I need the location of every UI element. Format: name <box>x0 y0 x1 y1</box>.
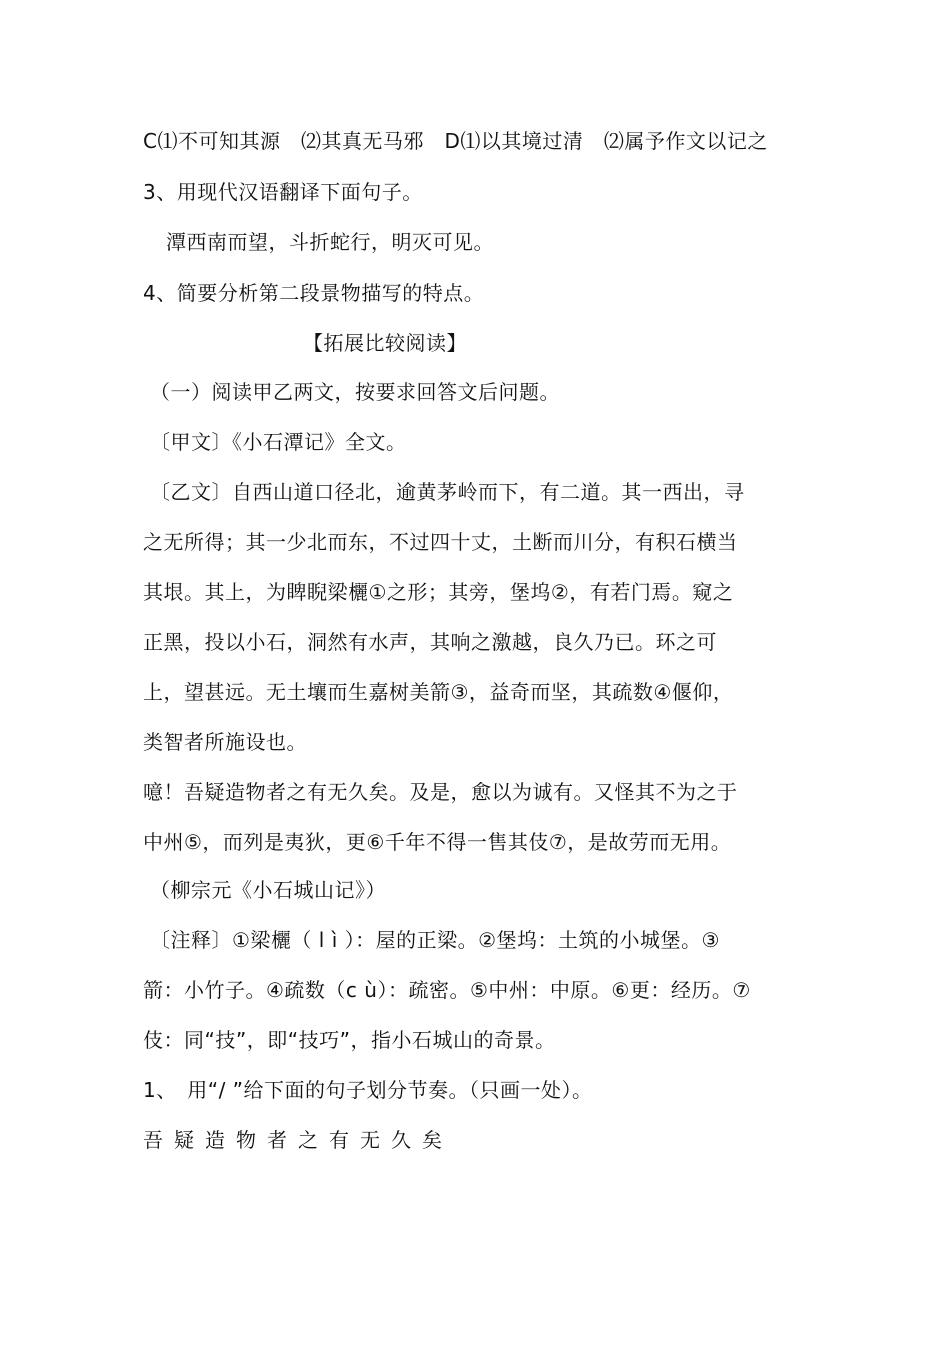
annotation-line: 〔注释〕①梁欐（ l ì ）：屋的正梁。②堡坞：土筑的小城堡。③ <box>150 928 720 952</box>
text-b-line: 〔乙文〕自西山道口径北，逾黄茅岭而下，有二道。其一西出，寻 <box>150 480 745 504</box>
answer-options-c-d: C⑴不可知其源 ⑵其真无马邪 D⑴以其境过清 ⑵属予作文以记之 <box>143 129 768 153</box>
annotation-line: 箭：小竹子。④疏数（c ù）：疏密。⑤中州：中原。⑥更：经历。⑦ <box>143 978 751 1002</box>
text-b-line: 上，望甚远。无土壤而生嘉树美箭③，益奇而坚，其疏数④偃仰， <box>143 680 734 704</box>
text-a-label: 〔甲文〕《小石潭记》全文。 <box>150 430 407 454</box>
rhythm-sentence: 吾疑造物者之有无久矣 <box>143 1128 453 1152</box>
question-4: 4、简要分析第二段景物描写的特点。 <box>143 281 485 305</box>
text-b-line: 中州⑤，而列是夷狄，更⑥千年不得一售其伎⑦，是故劳而无用。 <box>143 830 732 854</box>
annotation-line: 伎：同“技”，即“技巧”，指小石城山的奇景。 <box>143 1028 556 1052</box>
section-heading: 【拓展比较阅读】 <box>303 331 467 355</box>
question-3-sentence: 潭西南而望，斗折蛇行，明灭可见。 <box>166 230 494 254</box>
text-b-line: 之无所得；其一少北而东，不过四十丈，土断而川分，有积石横当 <box>143 530 738 554</box>
text-b-line: 类智者所施设也。 <box>143 730 307 754</box>
question-1: 1、 用“/ ”给下面的句子划分节奏。（只画一处）。 <box>143 1078 593 1102</box>
question-3: 3、用现代汉语翻译下面句子。 <box>143 180 423 204</box>
reading-instruction: （一）阅读甲乙两文，按要求回答文后问题。 <box>150 380 560 404</box>
text-b-line: 正黑，投以小石，洞然有水声，其响之激越，良久乃已。环之可 <box>143 630 717 654</box>
text-b-line: 噫！吾疑造物者之有无久矣。及是，愈以为诚有。又怪其不为之于 <box>143 780 738 804</box>
text-b-line: 其垠。其上，为睥睨梁欐①之形；其旁，堡坞②，有若门焉。窥之 <box>143 580 734 604</box>
text-b-source: （柳宗元《小石城山记》） <box>150 878 386 902</box>
